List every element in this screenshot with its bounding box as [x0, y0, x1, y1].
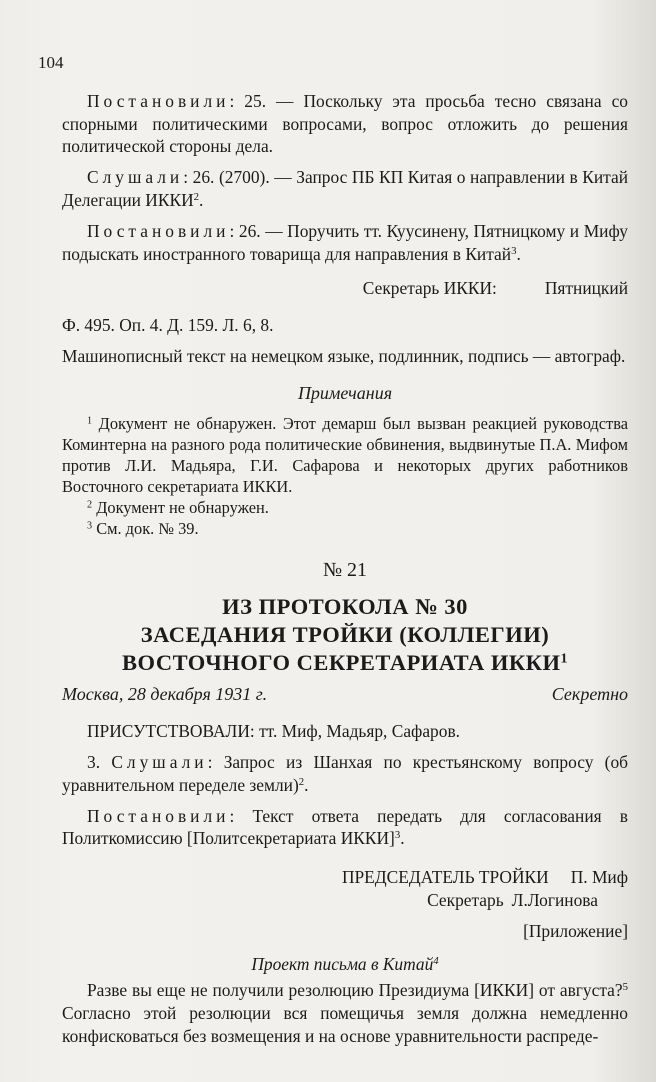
title-line: ВОСТОЧНОГО СЕКРЕТАРИАТА ИККИ$^1$: [122, 650, 568, 676]
heard-label: Слушали: [87, 167, 184, 188]
appendix-label: [Приложение]: [523, 920, 628, 941]
signature-name: П. Миф: [570, 867, 628, 888]
item3-heard: 3. Слушали: Запрос из Шанхая по крестьянскому вопросу (об уравнительном переделе земли)$^2$.: [62, 751, 628, 795]
document-title: [62, 593, 628, 677]
resolved-label: Постановили: [87, 220, 230, 241]
resolved-label: Постановили: [87, 805, 230, 826]
signature-secretary-2: [62, 889, 628, 912]
resolution-26: Постановили: 26. — Поручить тт. Куусинену, Пятницкому и Мифу подыскать иностранного товарища для направления в Китай$^3$.: [62, 220, 628, 264]
document-number: № 21: [322, 558, 368, 581]
footnote-ref: 3: [511, 244, 517, 257]
note-item: $^3$ См. док. № 39.: [87, 518, 199, 538]
notes-heading: Примечания: [297, 382, 393, 403]
source-note: Машинописный текст на немецком языке, подлинник, подпись — автограф.: [62, 345, 626, 366]
signature-chair: [62, 866, 628, 889]
heard-label: Слушали: [111, 751, 208, 772]
note-item: $^2$ Документ не обнаружен.: [87, 497, 269, 517]
draft-body: Разве вы еще не получили резолюцию Президиума [ИККИ] от августа?$^5$ Согласно этой резолюции вся помещичья земля должна немедленно конфисковаться без возмещения и на основе уравнительности распреде-: [62, 980, 628, 1046]
signature-role: Секретарь ИККИ:: [362, 278, 497, 299]
heard-26: Слушали: 26. (2700). — Запрос ПБ КП Китая о направлении в Китай Делегации ИККИ$^2$.: [62, 167, 628, 210]
footnote-ref: 2: [193, 191, 200, 204]
resolved-label: Постановили: [87, 90, 230, 111]
notes-list: [62, 413, 628, 539]
title-line: ЗАСЕДАНИЯ ТРОЙКИ (КОЛЛЕГИИ): [140, 622, 550, 648]
title-line: ИЗ ПРОТОКОЛА № 30: [222, 594, 468, 620]
place-date: Москва, 28 декабря 1931 г.: [62, 684, 268, 705]
signature-role: Секретарь: [427, 889, 504, 910]
present-line: ПРИСУТСТВОВАЛИ: тт. Миф, Мадьяр, Сафаров.: [87, 721, 460, 742]
note-item: $^1$ Документ не обнаружен. Этот демарш был вызван реакцией руководства Коминтерна на разного рода политические обвинения, выдвинутые П.А. Мифом против Л.И. Мадьяра, Г.И. Сафарова и некоторых других работников Восточного секретариата ИККИ.: [62, 413, 628, 496]
dateline: [62, 683, 628, 706]
signature-name: Пятницкий: [544, 278, 628, 299]
page-content: [38, 52, 628, 1048]
resolution-25: Постановили: 25. — Поскольку эта просьба тесно связана со спорными политическими вопросами, вопрос отложить до решения политической стороны дела.: [62, 90, 628, 157]
item3-resolved: Постановили: Текст ответа передать для согласования в Политкомиссию [Политсекретариата ИККИ]$^3$.: [62, 805, 628, 849]
signature-name: Л.Логинова: [511, 889, 598, 910]
signature-role: ПРЕДСЕДАТЕЛЬ ТРОЙКИ: [341, 867, 549, 888]
page-number: 104: [38, 53, 64, 72]
draft-title: Проект письма в Китай$^4$: [251, 953, 439, 974]
archive-reference: Ф. 495. Оп. 4. Д. 159. Л. 6, 8.: [62, 315, 274, 336]
classification: Секретно: [551, 684, 628, 705]
signature-secretary: [62, 277, 628, 300]
